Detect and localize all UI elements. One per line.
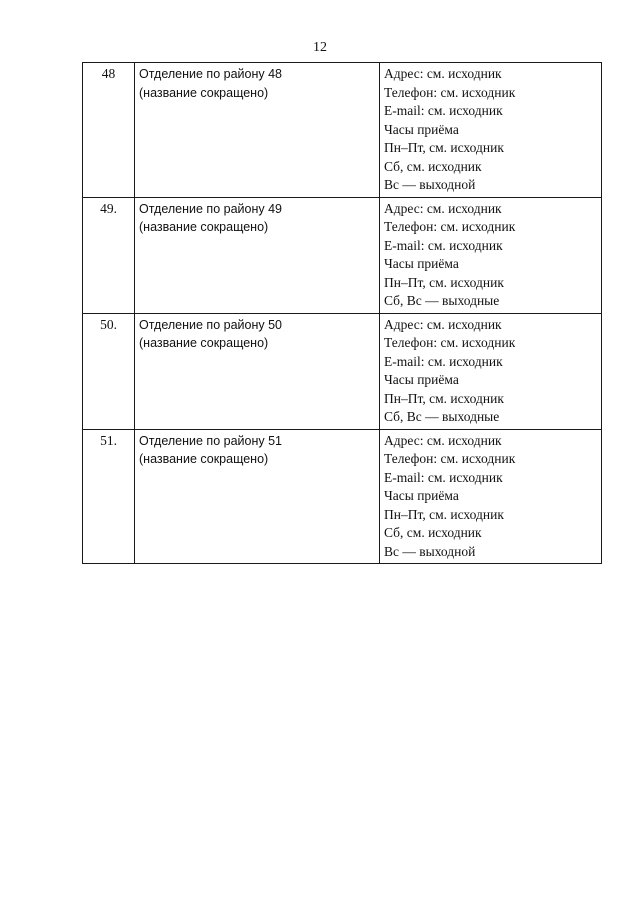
info-line: Пн–Пт, см. исходник [384,506,504,522]
branch-table [82,62,602,564]
info-line: Пн–Пт, см. исходник [384,390,504,406]
info-line: Часы приёма [384,256,459,271]
info-line: Пн–Пт, см. исходник [384,140,504,155]
page-number: 12 [313,40,327,55]
info-line: Адрес: см. исходник [384,66,502,81]
info-line: E-mail: см. исходник [384,103,503,118]
branch-name [135,197,380,313]
info-line: Часы приёма [384,121,459,137]
row-number: 50. [83,313,135,429]
branch-info [380,313,602,429]
branch-info [380,197,602,313]
info-line: Адрес: см. исходник [384,432,502,448]
branch-name [135,313,380,429]
branch-name-line: Отделение по району 49 [139,201,282,216]
table-row [83,313,602,429]
row-number: 49. [83,197,135,313]
branch-name-line: (название сокращено) [139,85,269,100]
info-line: Вс — выходной [384,543,476,559]
branch-name-line: Отделение по району 50 [139,317,282,332]
info-line: Телефон: см. исходник [384,219,516,234]
branch-name-line: Отделение по району 48 [139,67,282,81]
info-line: Адрес: см. исходник [384,200,502,216]
table-row [83,63,602,198]
info-line: Вс — выходной [384,177,476,192]
info-line: E-mail: см. исходник [384,469,503,485]
info-line: Телефон: см. исходник [384,84,516,100]
info-line: E-mail: см. исходник [384,353,503,369]
branch-name [135,63,380,198]
info-line: Часы приёма [384,488,459,503]
info-line: Сб, см. исходник [384,525,482,540]
branch-name-line: (название сокращено) [139,220,269,234]
branch-name-line: (название сокращено) [139,336,269,350]
info-line: E-mail: см. исходник [384,237,503,253]
branch-name [135,429,380,564]
info-line: Часы приёма [384,372,459,387]
info-line: Сб, Вс — выходные [384,409,500,424]
info-line: Сб, Вс — выходные [384,293,500,308]
info-line: Телефон: см. исходник [384,335,516,350]
row-number: 51. [83,429,135,564]
info-line: Телефон: см. исходник [384,451,516,466]
row-number: 48 [83,63,135,198]
info-line: Сб, см. исходник [384,158,482,174]
branch-info [380,63,602,198]
branch-name-line: (название сокращено) [139,452,269,466]
branch-name-line: Отделение по району 51 [139,433,282,448]
branch-info [380,429,602,564]
info-line: Пн–Пт, см. исходник [384,274,504,290]
info-line: Адрес: см. исходник [384,316,502,332]
table-row [83,429,602,564]
table-row [83,197,602,313]
